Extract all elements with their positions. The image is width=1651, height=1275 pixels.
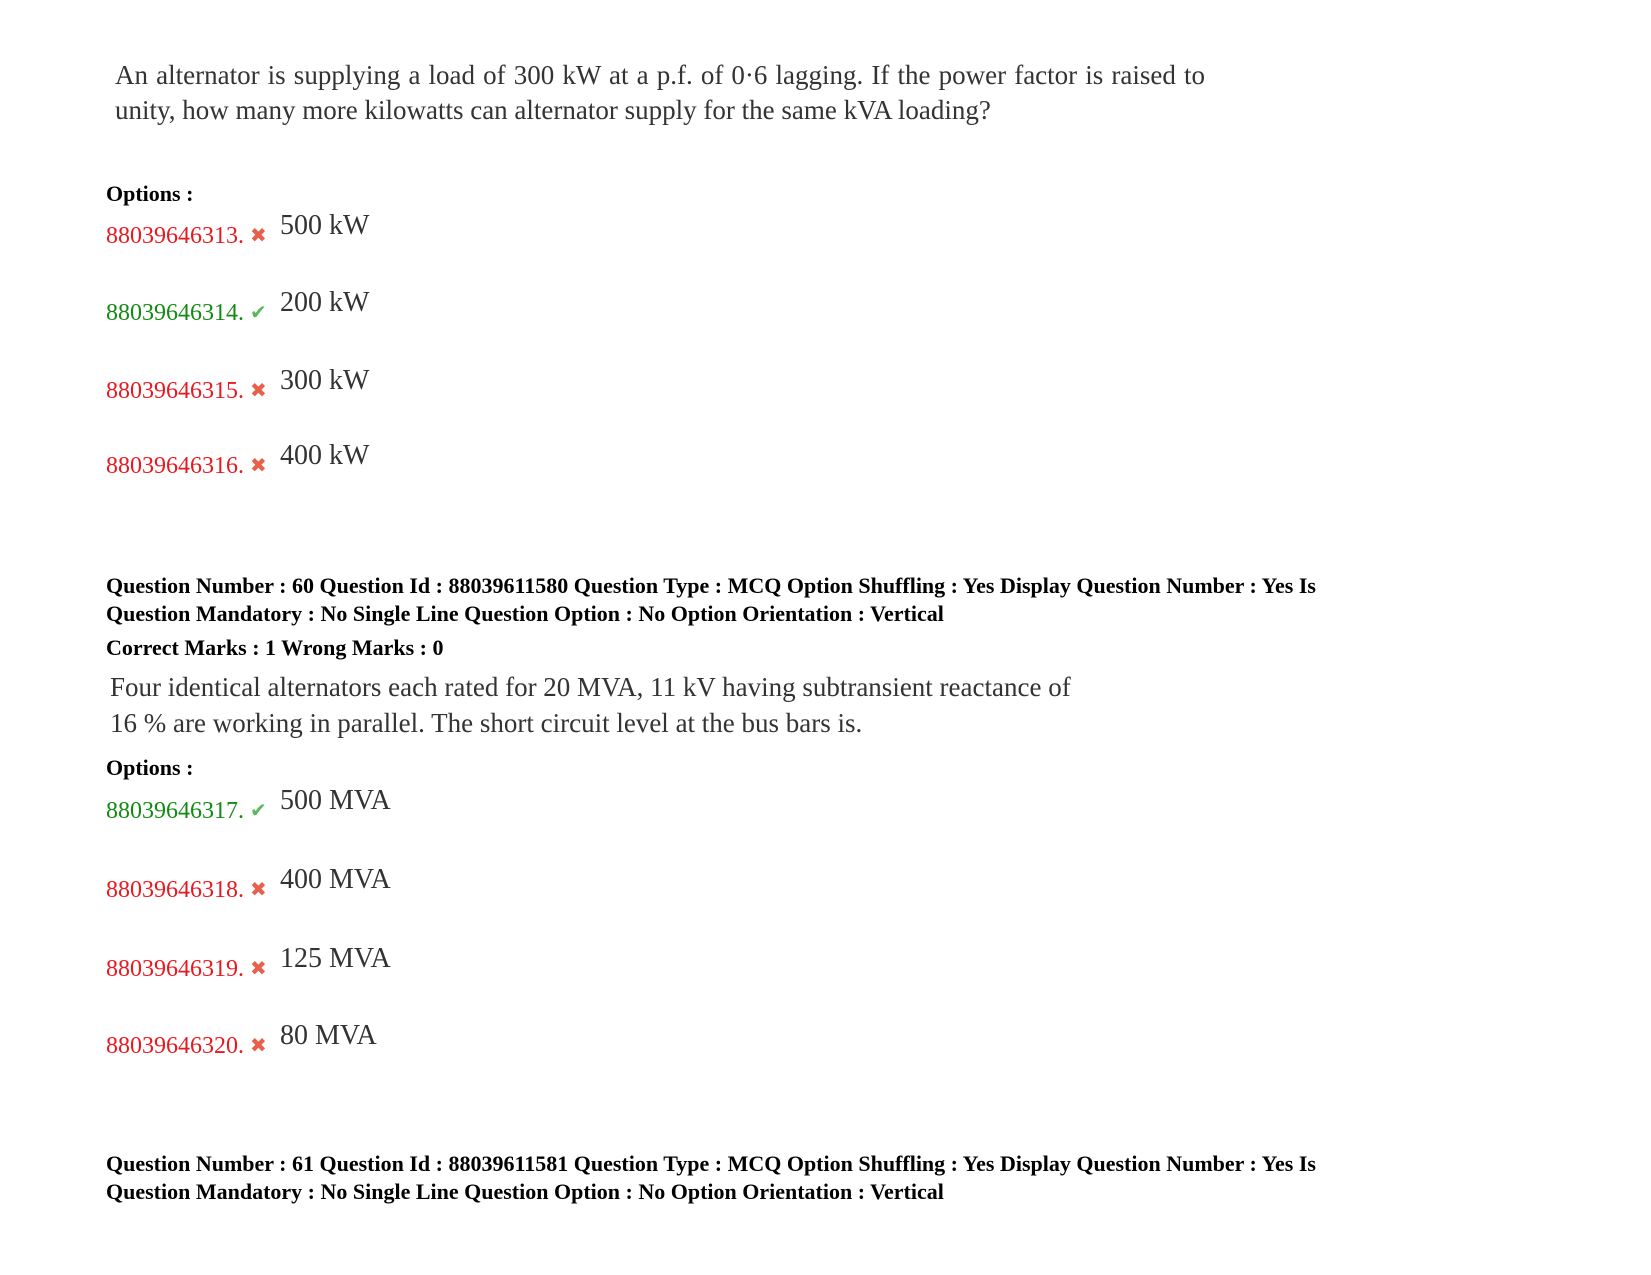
option-value: 200 kW	[280, 287, 370, 318]
option-id: 88039646319.	[106, 956, 244, 982]
options-label: Options :	[106, 755, 194, 780]
option-row	[106, 440, 370, 480]
option-value: 500 kW	[280, 210, 370, 241]
wrong-icon: ✖	[250, 1035, 267, 1057]
option-id: 88039646313.	[106, 223, 244, 249]
option-value: 80 MVA	[280, 1020, 377, 1051]
option-id: 88039646314.	[106, 300, 244, 326]
option-value: 400 kW	[280, 440, 370, 471]
question-60-meta-2: Question Mandatory : No Single Line Question Option : No Option Orientation : Vertical	[106, 601, 944, 626]
wrong-icon: ✖	[250, 225, 267, 247]
question-60-meta-1: Question Number : 60 Question Id : 88039611580 Question Type : MCQ Option Shuffling : Yes Display Question Number : Yes Is	[106, 573, 1316, 598]
option-value: 400 MVA	[280, 864, 391, 895]
option-id: 88039646315.	[106, 378, 244, 404]
question-59-text: An alternator is supplying a load of 300 kW at a p.f. of 0·6 lagging. If the power factor is raised to unity, how many more kilowatts can alternator supply for the same kVA loading?	[115, 60, 1205, 125]
question-61-meta-1: Question Number : 61 Question Id : 88039611581 Question Type : MCQ Option Shuffling : Yes Display Question Number : Yes Is	[106, 1151, 1316, 1176]
option-row	[106, 1020, 377, 1060]
question-60-marks: Correct Marks : 1 Wrong Marks : 0	[106, 635, 444, 660]
option-row	[106, 943, 391, 983]
options-label: Options :	[106, 181, 194, 206]
option-row	[106, 365, 370, 405]
question-60-text-1: Four identical alternators each rated for 20 MVA, 11 kV having subtransient reactance of	[110, 672, 1071, 702]
option-value: 300 kW	[280, 365, 370, 396]
wrong-icon: ✖	[250, 879, 267, 901]
option-id: 88039646316.	[106, 453, 244, 479]
wrong-icon: ✖	[250, 380, 267, 402]
option-row	[106, 287, 370, 327]
check-icon: ✔	[250, 302, 267, 324]
option-id: 88039646317.	[106, 798, 244, 824]
option-value: 500 MVA	[280, 785, 391, 816]
wrong-icon: ✖	[250, 455, 267, 477]
question-60-text-2: 16 % are working in parallel. The short circuit level at the bus bars is.	[110, 708, 863, 738]
option-id: 88039646318.	[106, 877, 244, 903]
option-id: 88039646320.	[106, 1033, 244, 1059]
check-icon: ✔	[250, 800, 267, 822]
wrong-icon: ✖	[250, 958, 267, 980]
option-row	[106, 785, 391, 825]
option-value: 125 MVA	[280, 943, 391, 974]
question-61-meta-2: Question Mandatory : No Single Line Question Option : No Option Orientation : Vertical	[106, 1179, 944, 1204]
option-row	[106, 210, 370, 250]
option-row	[106, 864, 391, 904]
